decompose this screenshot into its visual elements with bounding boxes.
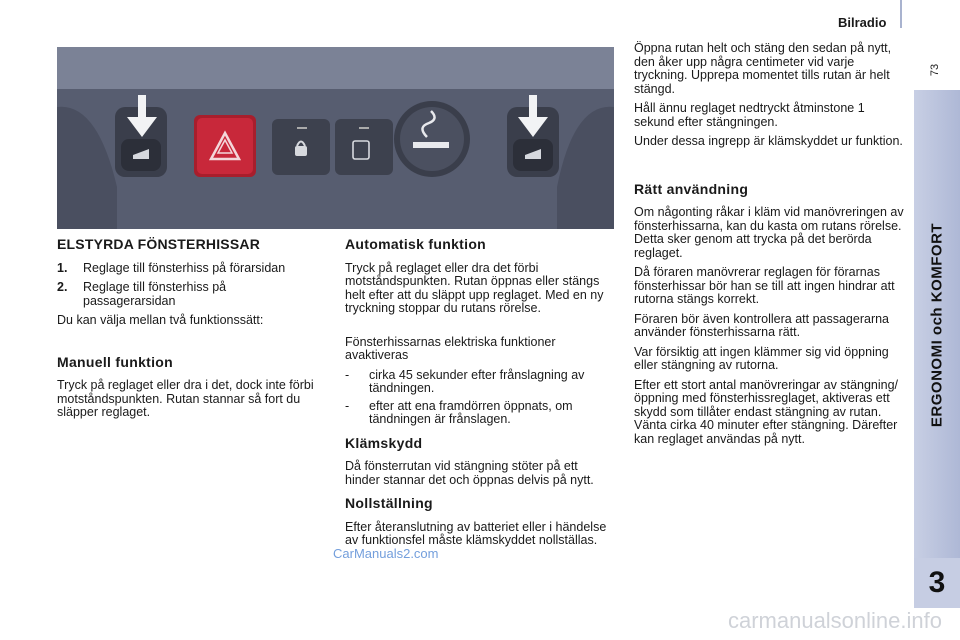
deactivation-text: Fönsterhissarnas elektriska funktioner avaktiveras <box>345 334 556 362</box>
manual-heading: Manuell funktion <box>57 353 174 370</box>
reset-step-3: Under dessa ingrepp är klämskyddet ur funktion. <box>634 134 903 148</box>
auto-heading: Automatisk funktion <box>345 236 487 252</box>
page-number: 73 <box>929 63 941 77</box>
item-text: cirka 45 sekunder efter frånslagning av tändningen. <box>369 367 585 395</box>
header-title: Bilradio <box>838 15 887 30</box>
watermark-carmanuals: CarManuals2.com <box>333 546 439 561</box>
auto-text: Tryck på reglaget eller dra det förbi motståndspunkten. Rutan öppnas eller stängs helt efter att du släppt upp reglaget. Med en ny tryckning stoppar du rutans rörelse. <box>345 260 604 315</box>
pinch-heading: Klämskydd <box>345 434 423 451</box>
use-heading: Rätt användning <box>634 180 749 197</box>
use-text-5: Efter ett stort antal manövreringar av stängning/öppning med fönsterhissreglaget, aktiveras ett skydd som tillåter endast stängning av rutan. Vänta cirka 40 minuter efter stängning. Därefter kan reglaget användas på nytt. <box>634 377 899 446</box>
use-text-4: Var försiktig att ingen klämmer sig vid öppning eller stängning av rutorna. <box>634 344 889 372</box>
item-number: 2. <box>57 280 68 294</box>
watermark-footer: carmanualsonline.info <box>727 608 942 633</box>
list-item: - efter att ena framdörren öppnats, om tändningen är frånslagen. <box>345 400 607 427</box>
list-item: - cirka 45 sekunder efter frånslagning av tändningen. <box>345 369 607 396</box>
pinch-text: Då fönsterrutan vid stängning stöter på ett hinder stannar det och öppnas delvis på nytt. <box>345 459 594 487</box>
reset-step-1: Öppna rutan helt och stäng den sedan på nytt, den åker upp några centimeter vid varje tryckning. Upprepa momentet tills rutan är helt stängd. <box>634 41 892 96</box>
item-text: Reglage till fönsterhiss på förarsidan <box>83 260 286 275</box>
reset-heading: Nollställning <box>345 495 433 511</box>
manual-text: Tryck på reglaget eller dra i det, dock inte förbi motståndspunkten. Rutan stannar så fort du släpper reglaget. <box>57 378 314 419</box>
reset-step-2: Håll ännu reglaget nedtryckt åtminstone 1 sekund efter stängningen. <box>634 101 865 129</box>
item-text: efter att ena framdörren öppnats, om tändningen är frånslagen. <box>369 398 573 426</box>
section-title: ELSTYRDA FÖNSTERHISSAR <box>57 236 261 252</box>
use-text-2: Då föraren manövrerar reglagen för förarnas fönsterhissar bör han se till att ingen hindrar att rutorna stängs korrekt. <box>634 265 895 306</box>
item-number: 1. <box>57 260 68 275</box>
chapter-number: 3 <box>914 558 960 608</box>
middle-column <box>345 238 607 554</box>
list-item <box>57 262 319 276</box>
reset-text: Efter återanslutning av batteriet eller i händelse av funktionsfel måste klämskyddet nollställas. <box>345 519 607 547</box>
door-button <box>335 119 393 175</box>
use-text-3: Föraren bör även kontrollera att passagerarna använder fönsterhissarna rätt. <box>634 311 890 339</box>
right-column <box>634 42 904 452</box>
header-divider <box>900 0 902 28</box>
use-text-1: Om någonting råkar i kläm vid manövreringen av fönsterhissarna, kan du kasta om rutans rörelse. Detta sker genom att trycka på det berörda reglaget. <box>634 205 904 260</box>
window-switch-photo <box>57 47 614 229</box>
hazard-button <box>194 115 256 177</box>
cigar-lighter <box>394 101 470 177</box>
lock-button <box>272 119 330 175</box>
left-column <box>57 238 319 426</box>
list-item <box>57 281 319 308</box>
intro-text: Du kan välja mellan två funktionssätt: <box>57 313 264 327</box>
item-text: Reglage till fönsterhiss på passagerarsidan <box>83 280 227 308</box>
chapter-title: ERGONOMI och KOMFORT <box>928 222 946 428</box>
